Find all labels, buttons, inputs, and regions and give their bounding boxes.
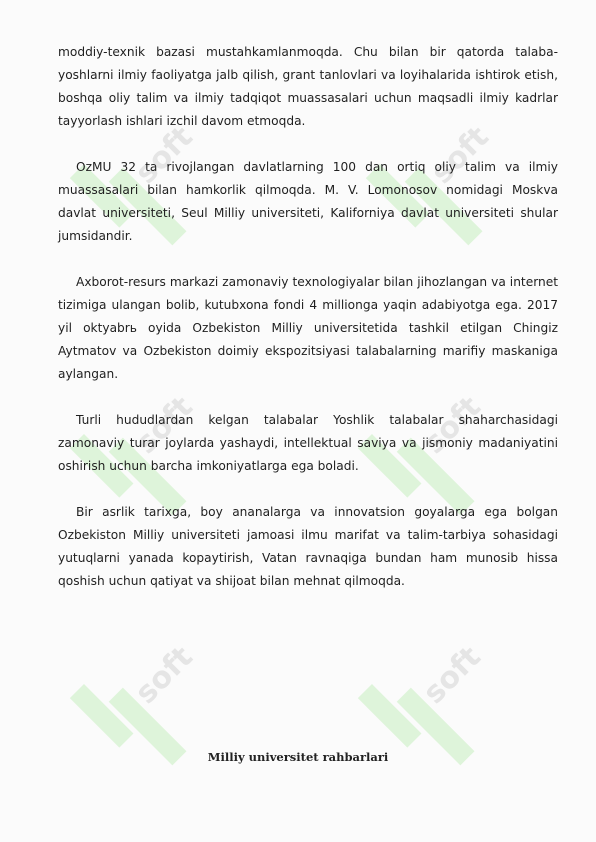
svg-text:soft: soft xyxy=(128,389,200,461)
paragraph-gap xyxy=(58,248,558,271)
svg-text:soft: soft xyxy=(416,639,488,711)
body-text xyxy=(58,41,558,593)
svg-text:soft: soft xyxy=(128,639,200,711)
svg-text:soft: soft xyxy=(416,389,488,461)
paragraph-gap xyxy=(58,386,558,409)
paragraph: moddiy-texnik bazasi mustahkamlanmoqda. Chu bilan bir qatorda talaba-yoshlarni ilmiy faoliyatga jalb qilish, grant tanlovlari va loyihalarida ishtirok etish, boshqa oliy talim va ilmiy tadqiqot muassasalari uchun maqsadli ilmiy kadrlar tayyorlash ishlari izchil davom etmoqda. xyxy=(58,45,558,128)
svg-text:soft: soft xyxy=(424,119,496,191)
paragraph-gap xyxy=(58,133,558,156)
watermark-logo xyxy=(82,639,200,820)
paragraph: OzMU 32 ta rivojlangan davlatlarning 100 dan ortiq oliy talim va ilmiy muassasalari bilan hamkorlik qilmoqda. M. V. Lomonosov nomidagi Moskva davlat universiteti, Seul Milliy universiteti, Kaliforniya davlat universiteti shular jumsidandir. xyxy=(58,160,558,243)
svg-text:soft: soft xyxy=(128,119,200,191)
signature-line: Milliy universitet rahbarlari xyxy=(207,750,389,764)
watermark-logo xyxy=(370,639,488,820)
paragraph: Axborot-resurs markazi zamonaviy texnologiyalar bilan jihozlangan va internet tizimiga ulangan bolib, kutubxona fondi 4 millionga yaqin adabiyotga ega. 2017 yil oktyabrь oyida Ozbekiston Milliy universitetida tashkil etilgan Chingiz Aytmatov va Ozbekiston doimiy ekspozitsiyasi talabalarning marifiy maskaniga aylangan. xyxy=(58,275,558,381)
paragraph: Bir asrlik tarixga, boy ananalarga va innovatsion goyalarga ega bolgan Ozbekiston Milliy universiteti jamoasi ilmu marifat va talim-tarbiya sohasidagi yutuqlarni yanada kopaytirish, Vatan ravnaqiga bundan ham munosib hissa qoshish uchun qatiyat va shijoat bilan mehnat qilmoqda. xyxy=(58,505,558,588)
paragraph-gap xyxy=(58,478,558,501)
paragraph: Turli hududlardan kelgan talabalar Yoshlik talabalar shaharchasidagi zamonaviy turar joylarda yashaydi, intellektual saviya va jismoniy madaniyatini oshirish uchun barcha imkoniyatlarga ega boladi. xyxy=(58,413,558,473)
